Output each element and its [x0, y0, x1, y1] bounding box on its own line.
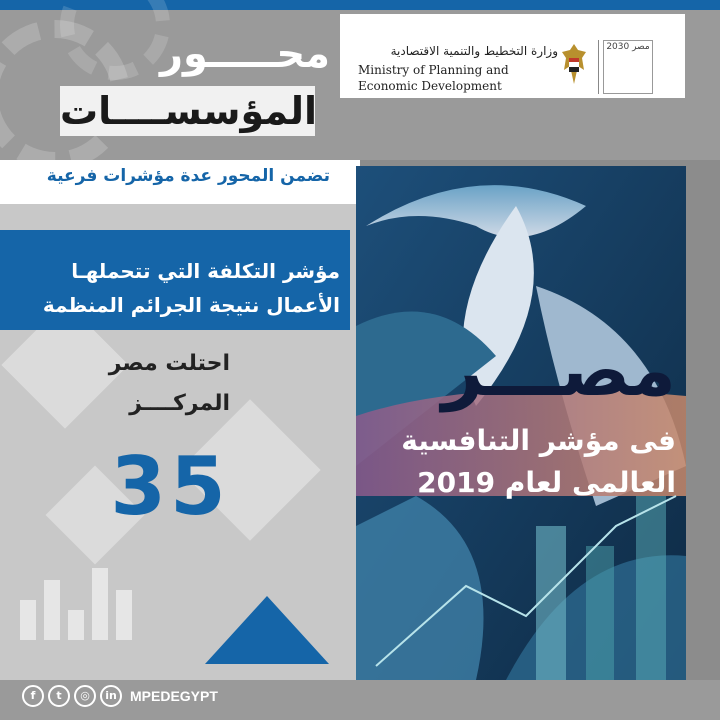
ministry-name-english: Ministry of Planning and Economic Development — [358, 63, 509, 93]
triangle-decoration — [205, 596, 329, 664]
social-handle[interactable]: MPEDEGYPT — [130, 688, 218, 704]
subtitle-text: تضمن المحور عدة مؤشرات فرعية — [46, 166, 330, 186]
linkedin-icon[interactable]: in — [100, 685, 122, 707]
poster-subtitle-line2: العالمى لعام 2019 — [417, 466, 676, 499]
poster-subtitle — [356, 420, 676, 504]
rank-label-line2: المركــــز — [129, 391, 230, 416]
instagram-icon[interactable]: ◎ — [74, 685, 96, 707]
axis-title-line2: المؤسســــات — [60, 89, 318, 133]
vision-2030-logo: مصر 2030 — [603, 40, 653, 94]
egypt-eagle-icon — [556, 40, 592, 92]
poster-subtitle-line1: فى مؤشر التنافسية — [401, 424, 676, 457]
facebook-icon[interactable]: f — [22, 685, 44, 707]
indicator-name: مؤشر التكلفة التي تتحملهـا الأعمال نتيجة الجرائم المنظمة — [42, 259, 340, 317]
rank-label-line1: احتلت مصر — [108, 351, 230, 376]
twitter-icon[interactable]: t — [48, 685, 70, 707]
poster-title: مصـــر — [441, 328, 676, 412]
axis-title-line1: محـــــور — [159, 31, 330, 77]
social-links — [22, 684, 218, 708]
logo-separator — [598, 40, 599, 94]
rank-value: 35 — [110, 440, 230, 533]
rank-label — [20, 344, 230, 424]
axis-title-box — [60, 86, 318, 136]
ministry-name-arabic: وزارة التخطيط والتنمية الاقتصادية — [390, 44, 558, 58]
bar-decoration-icon — [20, 560, 160, 640]
